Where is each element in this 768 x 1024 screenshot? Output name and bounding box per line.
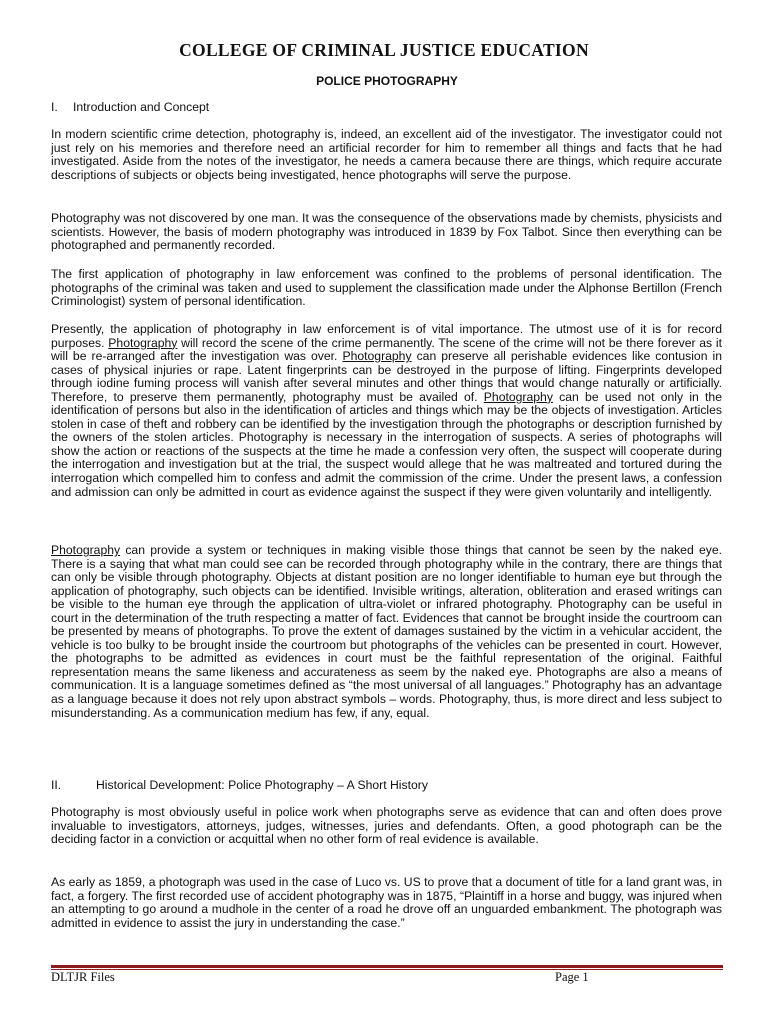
- underlined-term: Photography: [483, 389, 553, 404]
- section-title: Introduction and Concept: [73, 100, 210, 114]
- paragraph: As early as 1859, a photograph was used in the case of Luco vs. US to prove that a document of title for a land grant was, in fact, a forgery. The first recorded use of accident photography was in 1875, “Plaintiff in a horse and buggy, was injured when an attempting to go around a mudhole in the center of a road he drove off an unguarded embankment. The photograph was admitted in evidence to assist the jury in understanding the case.”: [51, 875, 722, 930]
- paragraph: Photography was not discovered by one man. It was the consequence of the observations made by chemists, physicists and scientists. However, the basis of modern photography was introduced in 1839 by Fox Talbot. Since then everything can be photographed and permanently recorded.: [51, 211, 722, 253]
- underlined-term: Photography: [342, 349, 412, 364]
- footer-source: DLTJR Files: [51, 970, 115, 984]
- underlined-term: Photography: [51, 543, 121, 557]
- underlined-term: Photography: [108, 335, 178, 350]
- paragraph: In modern scientific crime detection, photography is, indeed, an excellent aid of the investigator. The investigator could not just rely on his memories and therefore need an artificial recorder for him to remember all things and facts that he had investigated. Aside from the notes of the investigator, he needs a camera because there are things, which require accurate descriptions of subjects or objects being investigated, hence photographs will serve the purpose.: [51, 127, 722, 182]
- page-number: Page 1: [555, 970, 589, 984]
- paragraph: [51, 323, 722, 499]
- paragraph: [51, 544, 722, 720]
- section-title: Historical Development: Police Photography – A Short History: [96, 778, 428, 792]
- section-1-heading: [51, 101, 209, 114]
- page-subtitle: POLICE PHOTOGRAPHY: [316, 74, 458, 88]
- text-run: can be used not only in the identification of persons but also in the identification of articles and things which may be the objects of investigation. Articles stolen in case of theft and robbery can be identified by the investigation through the photographs or description furnished by the owners of the stolen articles. Photography is necessary in the interrogation of suspects. A series of photographs will show the action or reactions of the suspects at the time he made a confession very often, the suspect will cooperate during the interrogation and investigation but at the trial, the suspect would allege that he was maltreated and tortured during the interrogation which compelled him to confess and admit the commission of the crime. Under the present laws, a confession and admission can only be admitted in court as evidence against the suspect if they were given voluntarily and intelligently.: [51, 389, 722, 499]
- section-2-heading: [51, 779, 428, 792]
- paragraph: The first application of photography in law enforcement was confined to the problems of personal identification. The photographs of the criminal was taken and used to supplement the classification made under the Alphonse Bertillon (French Criminologist) system of personal identification.: [51, 267, 722, 309]
- paragraph: Photography is most obviously useful in police work when photographs serve as evidence that can and often does prove invaluable to investigators, attorneys, judges, witnesses, juries and defendants. Often, a good photograph can be the deciding factor in a conviction or acquittal when no other form of real evidence is available.: [51, 805, 722, 847]
- footer-divider: [51, 965, 723, 968]
- section-number: I.: [51, 100, 58, 114]
- text-run: will record the scene of the crime permanently. The scene of the crime will not be there forever as it will be re-arranged after the investigation was over.: [51, 335, 722, 364]
- text-run: can provide a system or techniques in making visible those things that cannot be seen by the naked eye. There is a saying that what man could see can be recorded through photography while in the contrary, there are things that can only be visible through photography. Objects at distant position are no longer identifiable to human eye but through the application of photography, such objects can be identified. Invisible writings, alteration, obliteration and erased writings can be visible to the human eye through the application of ultra-violet or infrared photography. Photography can be useful in court in the determination of the truth respecting a matter of fact. Evidences that cannot be brought inside the courtroom can be presented by means of photographs. To prove the extent of damages sustained by the victim in a vehicular accident, the vehicle is too bulky to be brought inside the courtroom but photographs of the vehicles can be presented in court. However, the photographs to be admitted as evidences in court must be the faithful representation of the original. Faithful representation means the same likeness and accurateness as seem by the naked eye. Photographs are also a means of communication. It is a language sometimes defined as “the most universal of all languages.” Photography has an advantage as a language because it does not rely upon abstract symbols – words. Photography, thus, is more direct and less subject to misunderstanding. As a communication medium has few, if any, equal.: [51, 543, 722, 720]
- footer-divider-thin: [51, 969, 723, 970]
- page-title: COLLEGE OF CRIMINAL JUSTICE EDUCATION: [179, 40, 589, 60]
- text-run: Presently, the application of photography in law enforcement is of vital importance. The utmost use of it is for record purposes.: [51, 322, 722, 350]
- section-number: II.: [51, 778, 62, 792]
- text-run: can preserve all perishable evidences like contusion in cases of physical injuries or rape. Latent fingerprints can be destroyed in the purpose of lifting. Fingerprints developed through iodine fuming process will vanish after several minutes and other things that would change naturally or artificially. Therefore, to preserve them permanently, photography must be availed of.: [51, 349, 722, 404]
